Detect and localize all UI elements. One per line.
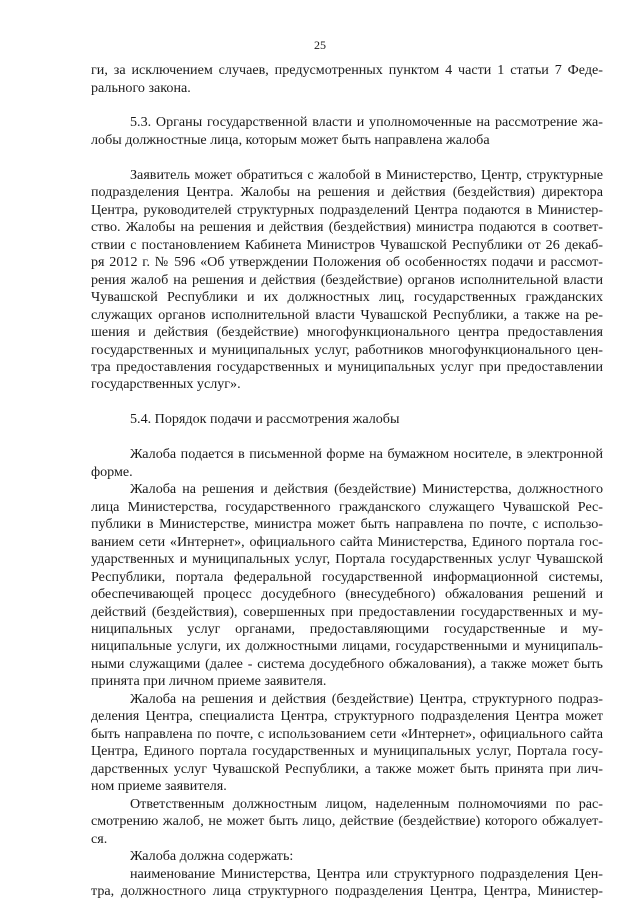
text-line: рения жалоб на решения и действия (бездействие) органов исполнительной власти	[91, 271, 603, 288]
text-line: тра предоставления государственных и муниципальных услуг при предоставлении	[91, 359, 603, 375]
text-line: ря 2012 г. № 596 «Об утверждении Положения об особенностях подачи и рассмот-	[91, 254, 603, 271]
text-line: деления Центра, специалиста Центра, структурного подразделения Центра может	[91, 708, 603, 725]
text-line: ствии с постановлением Кабинета Министров Чувашской Республики от 26 декаб-	[91, 236, 603, 253]
section-heading-5-3: 5.3. Органы государственной власти и уполномоченные на рассмотрение жа-	[130, 114, 603, 131]
text-line: ниципальные услуги, их должностными лицами, государственными и муниципаль-	[91, 638, 603, 655]
text-line: форме.	[91, 463, 133, 480]
text-line: ванием сети «Интернет», официального сайта Министерства, Единого портала гос-	[91, 533, 603, 550]
text-line: Жалоба подается в письменной форме на бумажном носителе, в электронной	[130, 446, 603, 463]
section-heading-5-4: 5.4. Порядок подачи и рассмотрения жалобы	[130, 411, 400, 428]
section-heading-5-3-cont: лобы должностные лица, которым может быть направлена жалоба	[91, 131, 490, 148]
text-line: государственных услуг».	[91, 376, 241, 393]
text-line: быть направлена по почте, с использованием сети «Интернет», официального сайта	[91, 725, 603, 742]
text-line: рального закона.	[91, 79, 191, 96]
text-line: публики в Министерстве, министра может быть направлена по почте, с использо-	[91, 516, 603, 533]
text-line: лица Министерства, государственного гражданского служащего Чувашской Рес-	[91, 498, 603, 515]
text-line: Республики, портала федеральной государственной информационной системы,	[91, 568, 603, 585]
text-line: действий (бездействия), совершенных при предоставлении государственных и му-	[91, 603, 603, 620]
text-line: тра, должностного лица структурного подразделения Центра, Центра, Министер-	[91, 883, 603, 899]
text-line: Жалоба должна содержать:	[130, 848, 294, 865]
text-line: ными служащими (далее - система досудебного обжалования), а также может быть	[91, 655, 603, 672]
text-line: наименование Министерства, Центра или структурного подразделения Цен-	[130, 865, 603, 882]
text-line: ном приеме заявителя.	[91, 778, 227, 795]
text-line: подразделения Центра. Жалобы на решения и действия (бездействия) директора	[91, 184, 603, 201]
text-line: ство. Жалобы на решения и действия (бездействия) министра подаются в соответ-	[91, 219, 603, 236]
text-line: Заявитель может обратиться с жалобой в Министерство, Центр, структурные	[130, 166, 603, 183]
text-line: ги, за исключением случаев, предусмотренных пунктом 4 части 1 статьи 7 Феде-	[91, 62, 603, 78]
text-line: Жалоба на решения и действия (бездействие) Центра, структурного подраз-	[130, 690, 603, 707]
text-line: обеспечивающей процесс досудебного (внесудебного) обжалования решений и	[91, 586, 603, 602]
page-number: 25	[314, 38, 326, 52]
text-line: Ответственным должностным лицом, наделенным полномочиями по рас-	[130, 795, 603, 812]
text-line: служащих органов исполнительной власти Чувашской Республики, а также на ре-	[91, 306, 603, 323]
text-line: Центра, руководителей структурных подразделений Центра подаются в Министер-	[91, 201, 603, 218]
text-line: государственных и муниципальных услуг, работников многофункционального цен-	[91, 341, 603, 358]
text-line: ударственных и муниципальных услуг, Портала государственных услуг Чувашской	[91, 551, 603, 568]
text-line: смотрению жалоб, не может быть лицо, действие (бездействие) которого обжалует-	[91, 813, 603, 830]
text-line: ся.	[91, 830, 108, 847]
text-line: принята при личном приеме заявителя.	[91, 673, 327, 690]
text-line: Чувашской Республики и их должностных лиц, государственных гражданских	[91, 289, 603, 306]
text-line: Жалоба на решения и действия (бездействие) Министерства, должностного	[130, 481, 603, 498]
text-line: Центра, Единого портала государственных и муниципальных услуг, Портала госу-	[91, 743, 603, 760]
text-line: дарственных услуг Чувашской Республики, а также может быть принята при лич-	[91, 760, 603, 777]
text-line: шения и действия (бездействие) многофункционального центра предоставления	[91, 324, 603, 340]
text-line: ниципальных услуг органами, предоставляющими государственные и му-	[91, 621, 603, 637]
